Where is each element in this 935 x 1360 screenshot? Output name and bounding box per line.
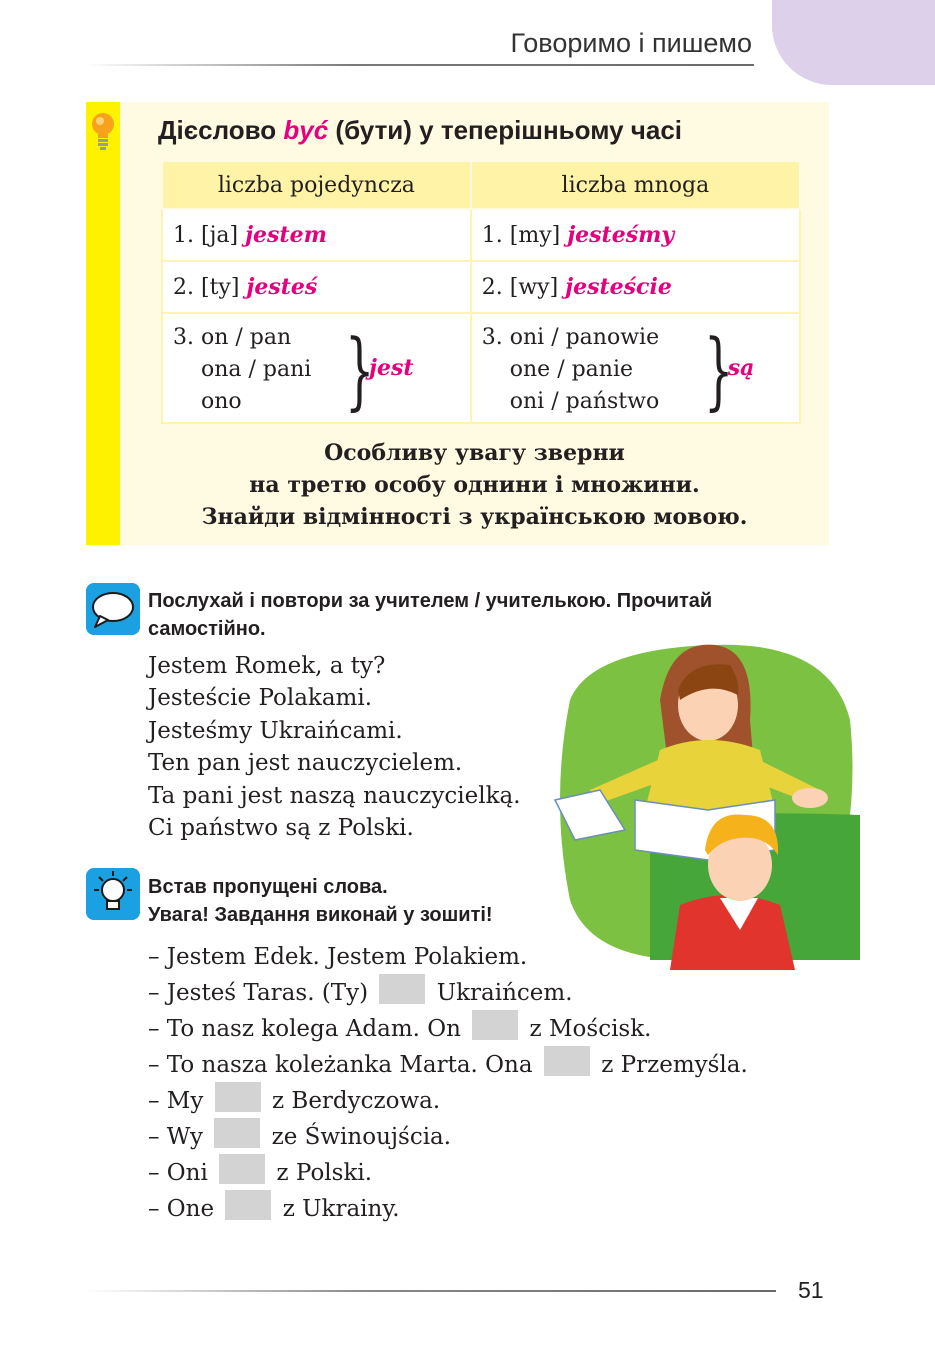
table-cell xyxy=(162,313,471,423)
verb-form: jesteście xyxy=(565,274,672,300)
blank-box xyxy=(214,1118,260,1148)
note-line: Знайди відмінності з українською мовою. xyxy=(201,504,748,530)
table-row xyxy=(162,313,800,423)
grammar-title xyxy=(158,115,682,146)
exercise-line xyxy=(148,939,527,975)
verb-form: jestem xyxy=(245,222,327,248)
instruction-line: самостійно. xyxy=(148,618,266,640)
grammar-title-pre: Дієслово xyxy=(158,115,284,145)
note-line: Особливу увагу зверни xyxy=(324,440,625,466)
verb-form: są xyxy=(727,355,755,381)
reading-line: Ci państwo są z Polski. xyxy=(148,815,414,842)
pronoun-list xyxy=(173,322,311,418)
brace: } xyxy=(345,321,375,419)
verb-form: jesteś xyxy=(246,274,318,300)
pronoun: 1. [ja] xyxy=(173,223,246,248)
footer-divider xyxy=(86,1290,776,1292)
exercise-text: – Wy xyxy=(148,1124,211,1150)
exercise-text: – Jestem Edek. Jestem Polakiem. xyxy=(148,944,528,970)
page-number: 51 xyxy=(798,1277,824,1303)
instruction-line: Встав пропущені слова. xyxy=(148,876,388,898)
grammar-box xyxy=(86,102,829,545)
exercise-text: z Ukrainy. xyxy=(275,1196,400,1222)
task2-instruction xyxy=(148,873,493,929)
blank-box xyxy=(544,1046,590,1076)
pronoun: ona / pani xyxy=(201,357,312,382)
exercise-line xyxy=(148,975,573,1011)
pronoun: 3. oni / panowie xyxy=(481,325,660,350)
table-row xyxy=(162,209,800,261)
exercise-text: z Polski. xyxy=(269,1160,373,1186)
blank-box xyxy=(225,1190,271,1220)
exercise-text: ze Świnoujścia. xyxy=(264,1124,452,1150)
pronoun: one / panie xyxy=(509,357,634,382)
exercise-text: – Oni xyxy=(148,1160,216,1186)
reading-line: Jesteście Polakami. xyxy=(148,685,373,712)
reading-line: Jestem Romek, a ty? xyxy=(148,653,386,679)
task1-instruction xyxy=(148,587,712,643)
section-title: Говоримо і пишемо xyxy=(510,28,752,58)
exercise-text: Ukraińcem. xyxy=(429,980,573,1006)
exercise-line xyxy=(148,1119,451,1155)
grammar-note xyxy=(120,437,829,533)
grammar-stripe xyxy=(86,102,120,545)
instruction-line: Увага! Завдання виконай у зошиті! xyxy=(148,904,493,926)
exercise-text: – My xyxy=(148,1088,211,1114)
column-header-plural: liczba mnoga xyxy=(471,161,800,209)
brace: } xyxy=(703,321,734,419)
grammar-title-post: (бути) у теперішньому часі xyxy=(328,115,683,145)
conjugation-table xyxy=(161,160,801,424)
pronoun: 2. [ty] xyxy=(173,275,247,300)
teacher-and-boy-illustration xyxy=(530,640,860,970)
task1-reading-lines xyxy=(148,650,521,844)
pronoun: 2. [wy] xyxy=(481,275,566,300)
table-cell xyxy=(471,313,800,423)
note-line: на третю особу однини і множини. xyxy=(249,472,700,498)
exercise-text: – To nasza koleżanka Marta. Ona xyxy=(148,1052,540,1078)
blank-box xyxy=(379,974,425,1004)
reading-line: Ten pan jest nauczycielem. xyxy=(148,750,463,777)
reading-line: Jesteśmy Ukraińcami. xyxy=(148,717,403,744)
table-cell xyxy=(162,261,471,313)
header-divider xyxy=(86,64,754,66)
exercise-line xyxy=(148,1155,372,1191)
exercise-line xyxy=(148,1191,400,1227)
verb-form: jest xyxy=(369,355,414,381)
instruction-line: Послухай і повтори за учителем / учителькою. Прочитай xyxy=(148,590,713,612)
pronoun: 3. on / pan xyxy=(173,325,292,350)
exercise-text: z Mościsk. xyxy=(522,1016,652,1042)
table-cell xyxy=(162,209,471,261)
blank-box xyxy=(215,1082,261,1112)
exercise-text: z Berdyczowa. xyxy=(264,1088,441,1114)
chapter-corner-tab xyxy=(772,0,935,85)
lightbulb-icon xyxy=(90,110,116,154)
pronoun: 1. [my] xyxy=(481,223,568,248)
exercise-text: z Przemyśla. xyxy=(593,1052,748,1078)
column-header-singular: liczba pojedyncza xyxy=(162,161,471,209)
exercise-line xyxy=(148,1011,651,1047)
speech-bubble-icon xyxy=(86,583,140,635)
table-cell xyxy=(471,261,800,313)
pronoun: ono xyxy=(201,389,242,414)
verb-form: jesteśmy xyxy=(567,222,675,248)
lightbulb-icon xyxy=(86,868,140,920)
exercise-line xyxy=(148,1047,748,1083)
grammar-title-verb: być xyxy=(283,115,329,145)
exercise-text: – Jesteś Taras. (Ty) xyxy=(148,980,376,1006)
pronoun-list xyxy=(482,322,659,418)
blank-box xyxy=(219,1154,265,1184)
table-cell xyxy=(471,209,800,261)
exercise-line xyxy=(148,1083,440,1119)
exercise-text: – One xyxy=(148,1196,222,1222)
pronoun: oni / państwo xyxy=(509,389,660,414)
reading-line: Ta pani jest naszą nauczycielką. xyxy=(148,782,521,809)
exercise-text: – To nasz kolega Adam. On xyxy=(148,1016,469,1042)
blank-box xyxy=(472,1010,518,1040)
table-row xyxy=(162,261,800,313)
